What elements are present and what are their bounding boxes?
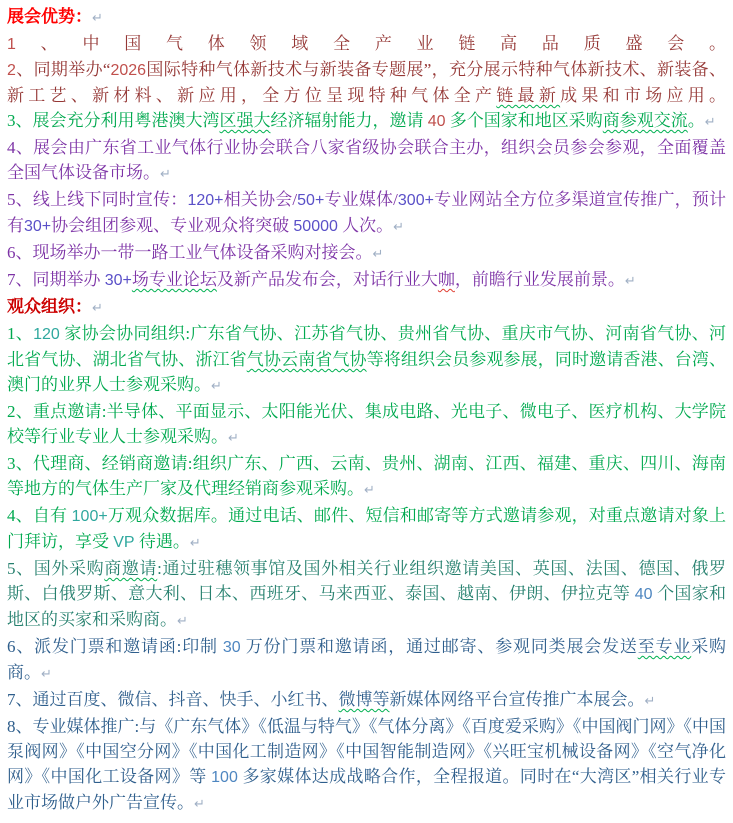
text-segment: 6、派发门票和邀请函:印制 — [7, 637, 223, 656]
paragraph — [7, 399, 726, 451]
text-segment: 5、线上线下同时宣传： — [7, 190, 188, 209]
text-segment: 7、通过百度、微信、抖音、快手、小红书、 — [7, 690, 339, 709]
text-segment: 成果和市场应用。 — [560, 86, 727, 105]
text-segment: 30+ — [24, 218, 52, 235]
text-segment: 展会优势： — [7, 7, 92, 26]
paragraph — [7, 687, 726, 714]
text-segment: 待遇。 — [134, 532, 190, 551]
paragraph — [7, 240, 726, 267]
text-segment: 商邀请 — [104, 559, 158, 578]
text-segment: 5、国外采购 — [7, 559, 105, 578]
paragraph — [7, 31, 726, 57]
text-segment: 商参观交流 — [602, 111, 688, 130]
text-segment: 多家媒体达成战略合作，全程报道。同时在“大湾区”相关行业专业市场做户外广告宣传。 — [7, 767, 727, 812]
text-segment: 采购商。 — [7, 637, 727, 682]
text-segment: 至专业 — [637, 637, 692, 656]
paragraph — [7, 451, 726, 503]
text-segment: 40 — [634, 586, 653, 603]
text-segment: 30+ — [104, 272, 132, 289]
text-segment: 微博等 — [338, 690, 390, 709]
paragraph — [7, 714, 726, 817]
paragraph — [7, 634, 726, 687]
text-segment: 经济辐射能力，邀请 — [270, 111, 428, 130]
text-segment: 2、重点邀请:半导体、平面显示、太阳能光伏、集成电路、光电子、微电子、医疗机构、大学院校等行业专业人士参观采购。 — [7, 402, 726, 446]
section-exhibition-advantages — [7, 4, 726, 294]
text-segment: 120 — [33, 326, 60, 343]
section-heading — [7, 4, 726, 31]
paragraph-mark-icon: ↵ — [228, 431, 239, 446]
paragraph — [7, 503, 726, 556]
paragraph-mark-icon: ↵ — [41, 667, 52, 682]
paragraph — [7, 321, 726, 399]
text-segment: 咖 — [437, 270, 455, 289]
text-segment: 多个国家和地区采购 — [445, 111, 603, 130]
text-segment: 万份门票和邀请函，通过邮寄、参观同类展会发送 — [240, 637, 638, 656]
text-segment: 万观众数据库。通过电话、邮件、短信和邮寄等方式邀请参观，对重点邀请对象上门拜访，享受 — [7, 506, 727, 551]
text-segment: 4、自有 — [7, 506, 72, 525]
paragraph-mark-icon: ↵ — [189, 536, 201, 551]
text-segment: 2026 — [110, 62, 147, 79]
text-segment: 专业媒体/ — [324, 190, 398, 209]
text-segment: 相关协会/ — [223, 190, 298, 209]
paragraph — [7, 57, 726, 108]
text-segment: 专业网站全方位多渠道宣传推广，预计有 — [7, 190, 726, 235]
section-audience-organization — [7, 294, 726, 817]
section-heading — [7, 294, 726, 321]
paragraph-mark-icon: ↵ — [92, 11, 103, 26]
paragraph-mark-icon: ↵ — [704, 115, 716, 130]
text-segment: 。 — [687, 111, 705, 130]
paragraph — [7, 267, 726, 294]
paragraph-mark-icon: ↵ — [372, 247, 384, 262]
text-segment: 3、代理商、经销商邀请:组织广东、广西、云南、贵州、湖南、江西、福建、重庆、四川、海南等地方的气体生产厂家及代理经销商参观采购。 — [7, 454, 726, 498]
text-segment: 观众组织： — [7, 297, 92, 316]
paragraph-mark-icon: ↵ — [393, 220, 405, 235]
text-segment: 等将组织会员参观参展，同时邀请香港、台湾、澳门的业界人士参观采购。 — [7, 350, 727, 394]
paragraph-mark-icon: ↵ — [211, 379, 222, 394]
text-segment: 120+ — [187, 192, 224, 209]
text-segment: 场专业论坛 — [131, 270, 217, 289]
text-segment: ，前瞻行业发展前景。 — [454, 270, 625, 289]
paragraph-mark-icon: ↵ — [160, 167, 171, 182]
paragraph-mark-icon: ↵ — [92, 301, 103, 316]
text-segment: 40 — [427, 113, 446, 130]
paragraph-mark-icon: ↵ — [624, 274, 636, 289]
text-segment: 协会组团参观、专业观众将突破 — [51, 216, 294, 235]
text-segment: 、同期举办“ — [15, 60, 111, 79]
text-segment: 50+ — [297, 192, 325, 209]
text-segment: 、中国气体领域全产业链高品质盛会。 — [15, 34, 726, 53]
text-segment: 8、专业媒体推广:与《广东气体》《低温与特气》《气体分离》《百度爱采购》《中国阀门网》《中国泵阀网》《中国空分网》《中国化工制造网》《中国智能制造网》《兴旺宝机械设备网》《空气净化网》《中国化工设备网》等 — [7, 717, 726, 786]
text-segment: 4、展会由广东省工业气体行业协会联合八家省级协会联合主办，组织会员参会参观，全面覆盖全国气体设备市场。 — [7, 138, 726, 182]
text-segment: 300+ — [397, 192, 434, 209]
text-segment: 3、展会充分利用粤港澳大湾 — [7, 111, 220, 130]
text-segment: 人次。 — [337, 216, 394, 235]
text-segment: VP — [113, 534, 135, 551]
paragraph — [7, 556, 726, 634]
paragraph — [7, 135, 726, 187]
paragraph — [7, 187, 726, 240]
text-segment: 50000 — [293, 218, 338, 235]
text-segment: 6、现场举办一带一路工业气体设备采购对接会。 — [7, 243, 373, 262]
text-segment: 100+ — [71, 508, 108, 525]
text-segment: 7、同期举办 — [7, 270, 105, 289]
text-segment: 100 — [211, 769, 238, 786]
paragraph-mark-icon: ↵ — [644, 694, 656, 709]
text-segment: 区强大 — [219, 111, 271, 130]
text-segment: :通过驻穗领事馆及国外相关行业组织邀请美国、英国、法国、德国、俄罗斯、白俄罗斯、意大利、日本、西班牙、马来西亚、泰国、越南、伊朗、伊拉克等 — [7, 559, 727, 603]
paragraph-mark-icon: ↵ — [364, 483, 375, 498]
paragraph-mark-icon: ↵ — [194, 797, 205, 812]
text-segment: 2 — [7, 62, 16, 79]
text-segment: 气协云南省气协 — [246, 350, 367, 369]
text-segment: 及新产品发布会，对话行业大 — [216, 270, 438, 289]
text-segment: 个国家和地区的买家和采购商。 — [7, 584, 727, 629]
text-segment: 链最新 — [496, 86, 561, 105]
text-segment: 国际特种气体新技术与新装备专题展”，充分展示特种气体新技术、新装备、新工艺、新材料、新应用，全方位呈现特种气体全产 — [7, 60, 727, 105]
paragraph-mark-icon: ↵ — [177, 614, 188, 629]
text-segment: 新媒体网络平台宣传推广本展会。 — [389, 690, 645, 709]
text-segment: 1 — [7, 36, 16, 53]
text-segment: 家协会协同组织:广东省气协、江苏省气协、贵州省气协、重庆市气协、河南省气协、河北省气协、湖北省气协、浙江省 — [7, 324, 726, 369]
paragraph — [7, 108, 726, 135]
text-segment: 1、 — [7, 324, 34, 343]
text-segment: 30 — [222, 639, 241, 656]
